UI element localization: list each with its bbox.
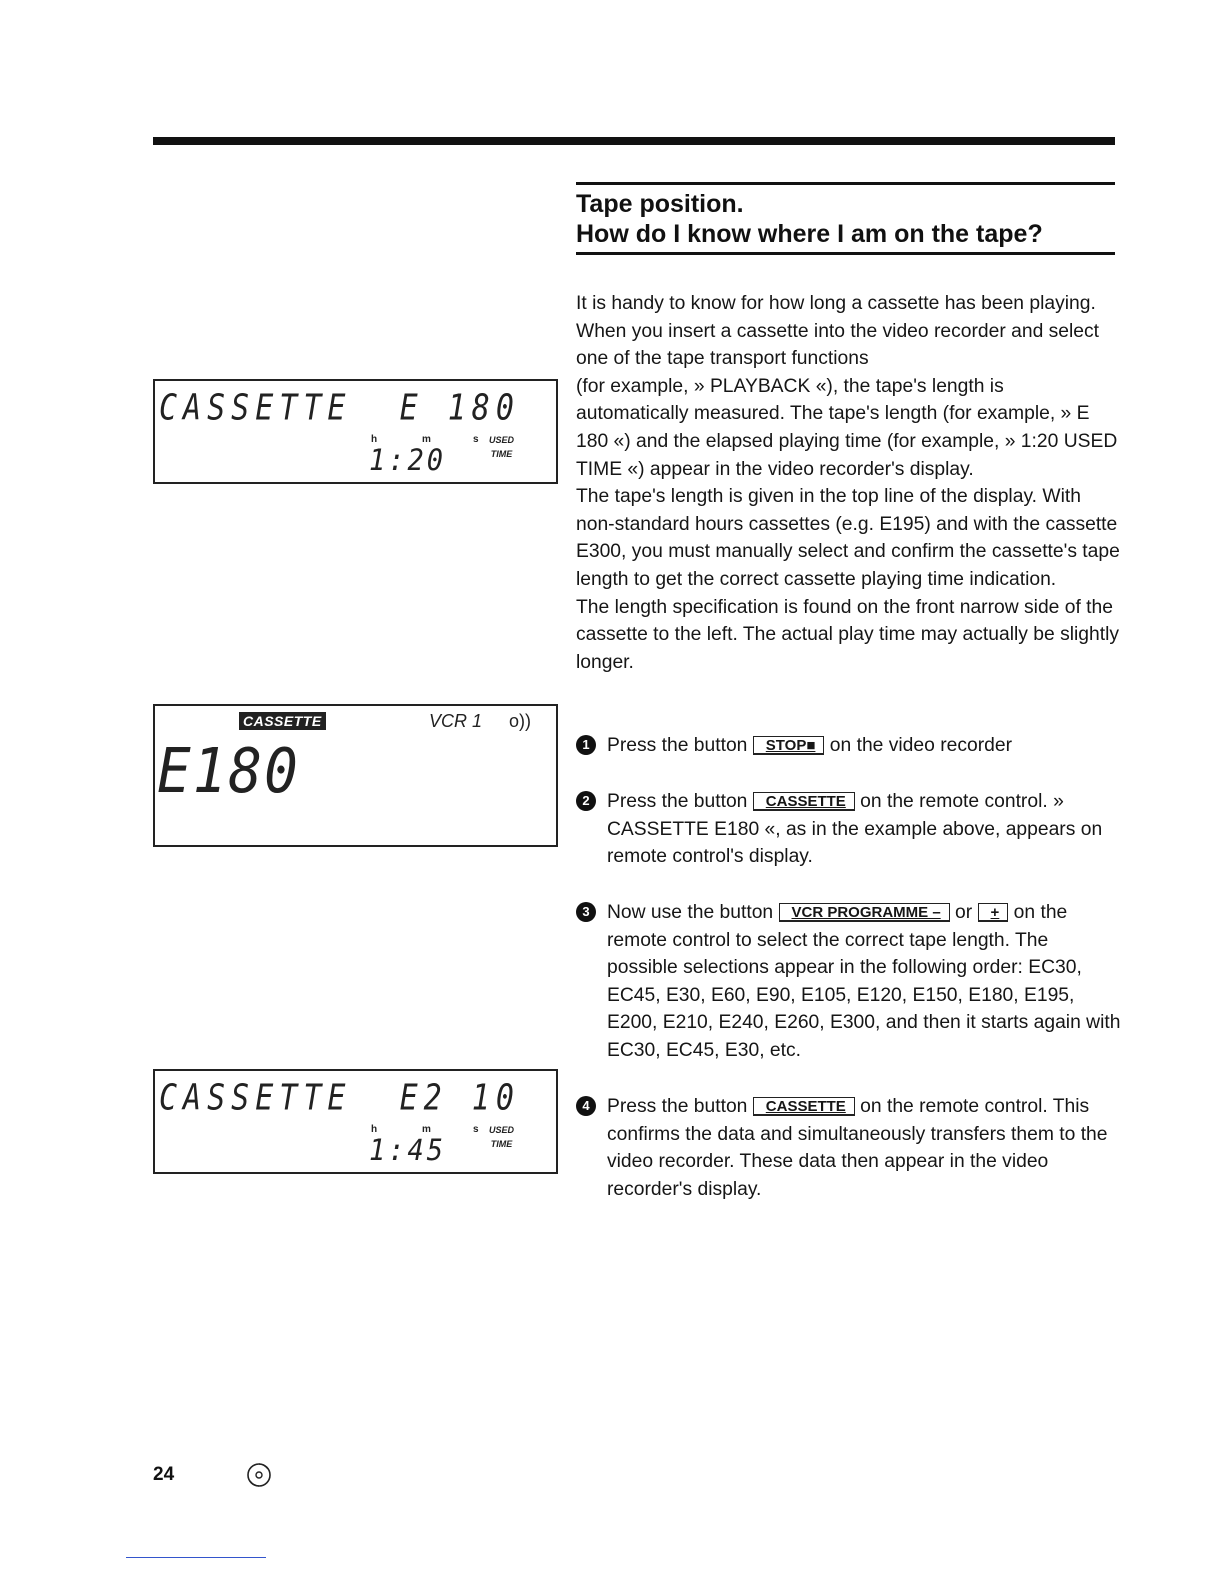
tape-length-readout: E180 (157, 736, 300, 808)
used-time-label: USED TIME (489, 1125, 515, 1149)
step-number: 3 (576, 902, 596, 922)
seconds-label: s (473, 1124, 479, 1135)
heading-title: Tape position. (576, 190, 744, 218)
seconds-label: s (473, 434, 479, 445)
cassette-button-label: CASSETTE (753, 792, 855, 811)
heading-rule (576, 252, 1115, 255)
step-1 (576, 732, 1121, 760)
intro-text (576, 290, 1121, 676)
step-text: Press the button CASSETTE on the remote control. This confirms the data and simultaneously transfers them to the video recorder. These data then appear in the video recorder's display. (607, 1096, 1108, 1200)
step-3 (576, 899, 1121, 1065)
vcr-display-e210 (153, 1069, 558, 1174)
minutes-label: m (422, 434, 431, 445)
cassette-button-label: CASSETTE (753, 1097, 855, 1116)
heading-rule (576, 182, 1115, 185)
top-rule (153, 137, 1115, 145)
hours-label: h (371, 1124, 378, 1135)
display-top-line: CASSETTE E2 10 (159, 1077, 520, 1119)
paragraph: It is handy to know for how long a cassette has been playing. When you insert a cassette into the video recorder and select one of the tape transport functions (576, 293, 1100, 370)
vcr-programme-button-label: VCR PROGRAMME – (779, 903, 950, 922)
step-number: 2 (576, 791, 596, 811)
elapsed-time: 1:20 (369, 443, 447, 478)
paragraph: The tape's length is given in the top line of the display. With non-standard hours cassettes (e.g. E195) and with the cassette E300, you must manually select and confirm the cassette's tape length to get the correct cassette playing time indication. (576, 486, 1120, 590)
disc-icon (244, 1460, 274, 1490)
hours-label: h (371, 434, 378, 445)
plus-button-label: + (978, 903, 1009, 922)
minutes-label: m (422, 1124, 431, 1135)
vcr-label: VCR 1 (429, 711, 483, 731)
step-text: Press the button STOP■ on the video recorder (607, 735, 1012, 756)
section-heading (576, 182, 1115, 255)
step-4 (576, 1093, 1121, 1203)
page-number: 24 (153, 1464, 175, 1485)
step-2 (576, 788, 1121, 871)
remote-display-e180 (153, 704, 558, 847)
footer-line (126, 1557, 266, 1558)
stop-button-label: STOP■ (753, 736, 825, 755)
heading-question: How do I know where I am on the tape? (576, 220, 1043, 248)
used-time-label: USED TIME (489, 435, 515, 459)
step-number: 1 (576, 735, 596, 755)
paragraph: The length specification is found on the front narrow side of the cassette to the left. The actual play time may actually be slightly longer. (576, 596, 1120, 673)
paragraph: (for example, » PLAYBACK «), the tape's length is automatically measured. The tape's length (for example, » E 180 «) and the elapsed playing time (for example, » 1:20 USED TIME «) appear in the video recorder's display. (576, 375, 1118, 480)
step-text: Now use the button VCR PROGRAMME – or + on the remote control to select the correct tape length. The possible selections appear in the following order: EC30, EC45, E30, E60, E90, E105, E120, E150, E180, E195, E200, E210, E240, E260, E300, and then it starts again with EC30, EC45, E30, etc. (607, 902, 1121, 1061)
step-text: Press the button CASSETTE on the remote control. » CASSETTE E180 «, as in the example above, appears on remote control's display. (607, 791, 1103, 868)
signal-icon: o)) (509, 711, 531, 731)
display-top-line: CASSETTE E 180 (159, 387, 520, 429)
step-number: 4 (576, 1096, 596, 1116)
elapsed-time: 1:45 (369, 1133, 447, 1168)
cassette-badge: CASSETTE (239, 712, 326, 730)
vcr-display-e180 (153, 379, 558, 484)
